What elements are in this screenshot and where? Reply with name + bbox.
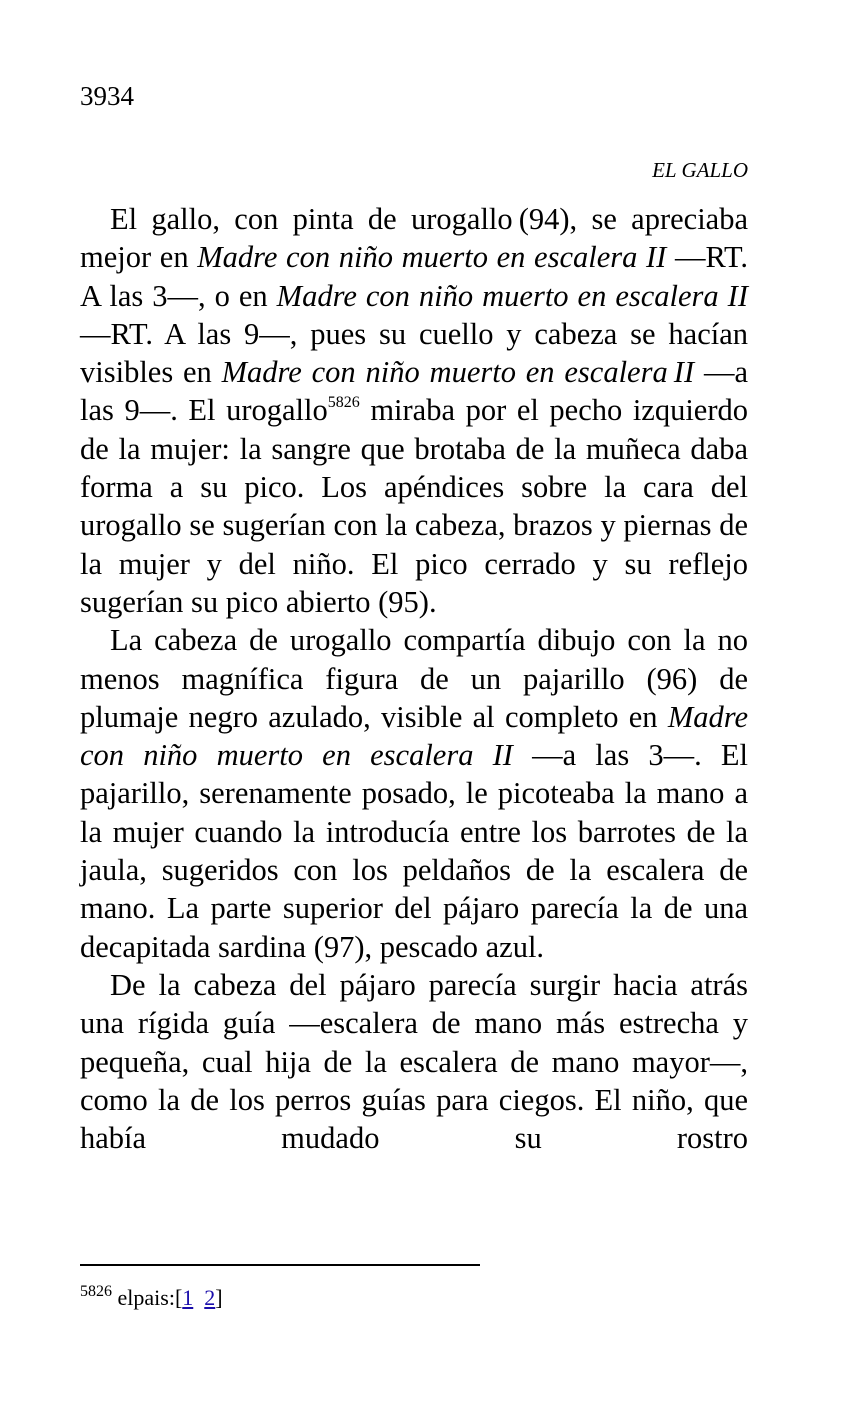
footnote-link-2[interactable]: 2 [204,1285,216,1310]
footnote [80,1283,223,1313]
footnote-close-bracket: ] [215,1285,223,1310]
paragraph-text: El gallo, con pinta de urogallo (94), se apreciaba mejor en [80,202,748,275]
running-head: EL GALLO [652,158,748,182]
body-text [80,200,748,1157]
paragraph-text: —a las 3—. El pajarillo, serenamente posado, le picoteaba la mano a la mujer cuando la introducía entre los barrotes de la jaula, sugeridos con los peldaños de la escalera de mano. La parte superior del pájaro parecía la de una decapitada sardina (97), pescado azul. [80,738,749,964]
artwork-title: Madre con niño muerto en escalera II [276,278,748,313]
footnote-open-bracket: [ [174,1285,183,1310]
artwork-title: Madre con niño muerto en escalera II [221,355,695,390]
footnote-link-1[interactable]: 1 [182,1285,194,1310]
footnote-label: elpais: [117,1285,175,1310]
page-number: 3934 [80,81,134,111]
paragraph-text: miraba por el pecho izquierdo de la mujer: la sangre que brotaba de la muñeca daba forma a su pico. Los apéndices sobre la cara del urogallo se sugerían con la cabeza, brazos y piernas de la mujer y del niño. El pico cerrado y su reflejo sugerían su pico abierto (95). [80,393,748,619]
footnote-rule [80,1264,480,1266]
paragraph-text: —RT. A las 9—, pues su cuello y cabeza se hacían visibles en [80,316,748,390]
paragraph-text: —a las 9—. El urogallo [80,355,748,428]
body-paragraph [80,966,748,1157]
body-paragraph [80,621,748,966]
footnote-reference: 5826 [327,394,360,412]
body-paragraph [80,200,748,621]
paragraph-text: De la cabeza del pájaro parecía surgir hacia atrás una rígida guía —escalera de mano más estrecha y pequeña, cual hija de la escalera de mano mayor—, como la de los perros guías para ciegos. El niño, que había mudado su rostro [80,967,748,1156]
footnote-number: 5826 [80,1283,112,1300]
artwork-title: Madre con niño muerto en escalera II [197,240,667,275]
paragraph-text: —RT. A las 3—, o en [80,240,748,313]
artwork-title: Madre con niño muerto en escalera II [80,699,748,773]
paragraph-text: La cabeza de urogallo compartía dibujo con la no menos magnífica figura de un pajarillo (96) de plumaje negro azulado, visible al completo en [80,623,748,734]
